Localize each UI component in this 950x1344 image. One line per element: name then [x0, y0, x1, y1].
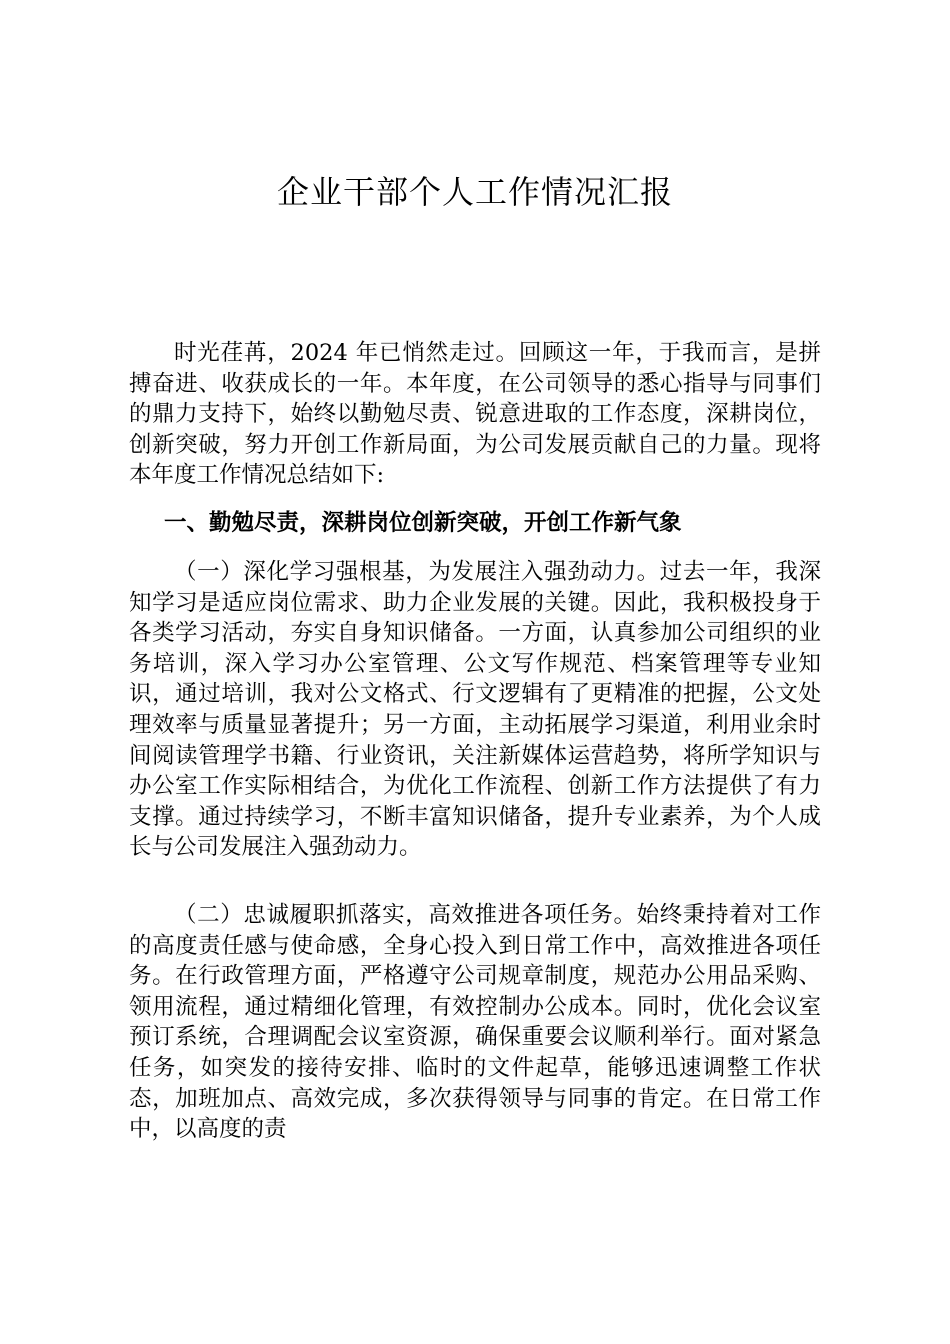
intro-paragraph: 时光荏苒，2024 年已悄然走过。回顾这一年，于我而言，是拼搏奋进、收获成长的一年。本年度，在公司领导的悉心指导与同事们的鼎力支持下，始终以勤勉尽责、锐意进取的工作态度，深耕岗位，创新突破，努力开创工作新局面，为公司发展贡献自己的力量。现将本年度工作情况总结如下:	[129, 340, 821, 489]
paragraph-item-1: （一）深化学习强根基，为发展注入强劲动力。过去一年，我深知学习是适应岗位需求、助力企业发展的关键。因此，我积极投身于各类学习活动，夯实自身知识储备。一方面，认真参加公司组织的业务培训，深入学习办公室管理、公文写作规范、档案管理等专业知识，通过培训，我对公文格式、行文逻辑有了更精准的把握，公文处理效率与质量显著提升；另一方面，主动拓展学习渠道，利用业余时间阅读管理学书籍、行业资讯，关注新媒体运营趋势，将所学知识与办公室工作实际相结合，为优化工作流程、创新工作方法提供了有力支撑。通过持续学习，不断丰富知识储备，提升专业素养，为个人成长与公司发展注入强劲动力。	[129, 559, 821, 861]
section-heading: 一、勤勉尽责，深耕岗位创新突破，开创工作新气象	[164, 510, 682, 536]
document-title: 企业干部个人工作情况汇报	[276, 173, 673, 211]
paragraph-item-2: （二）忠诚履职抓落实，高效推进各项任务。始终秉持着对工作的高度责任感与使命感，全身心投入到日常工作中，高效推进各项任务。在行政管理方面，严格遵守公司规章制度，规范办公用品采购、领用流程，通过精细化管理，有效控制办公成本。同时，优化会议室预订系统，合理调配会议室资源，确保重要会议顺利举行。面对紧急任务，如突发的接待安排、临时的文件起草，能够迅速调整工作状态，加班加点、高效完成，多次获得领导与同事的肯定。在日常工作中，以高度的责	[129, 902, 821, 1143]
